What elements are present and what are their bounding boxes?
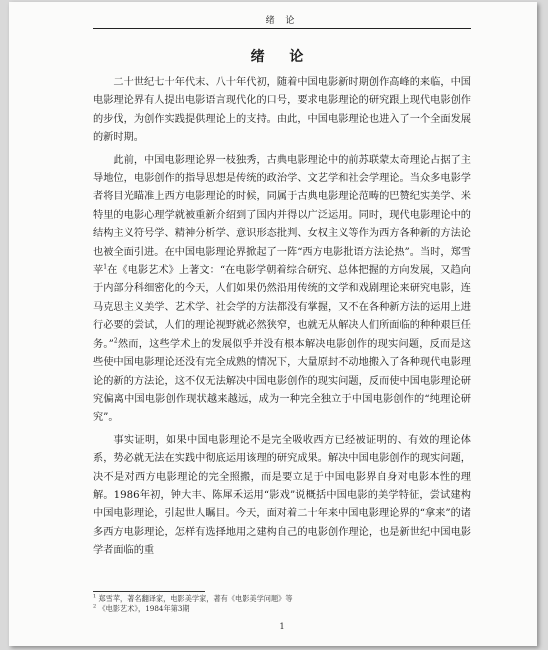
running-header: 绪 论 (265, 16, 299, 26)
header-rule (93, 28, 471, 29)
paragraph-2 (93, 152, 471, 428)
paragraph-2-part2: 在《电影艺术》上著文：“在电影学朝着综合研究、总体把握的方向发展，又趋向于内部分科细密化的今天，人们如果仍然沿用传统的文学和戏剧理论来研究电影，连马克思主义美学、艺术学、社会学的方法都没有掌握，又不在各种新方法的运用上进行必要的尝试，人们的理论视野就必然狭窄，也就无从解决人们所面临的种种艰巨任务。” (93, 265, 471, 350)
page-title: 绪 论 (250, 49, 314, 65)
footnote-2 (93, 604, 471, 614)
footnote-text: 郑雪苹，著名翻译家，电影美学家，著有《电影美学问题》等 (98, 594, 293, 603)
footnote-rule (93, 591, 205, 592)
document-page (9, 2, 537, 646)
paragraph-1: 二十世纪七十年代末、八十年代初，随着中国电影新时期创作高峰的来临，中国电影理论界有人提出电影语言现代化的口号，要求电影理论的研究跟上现代电影创作的步伐，为创作实践提供理论上的支持。由此，中国电影理论也进入了一个全面发展的新时期。 (93, 77, 471, 144)
paragraph-3: 事实证明，如果中国电影理论不是完全吸收西方已经被证明的、有效的理论体系，势必就无法在实践中彻底运用该理的研究成果。解决中国电影创作的现实问题，决不是对西方电影理论的完全照搬，而是要立足于中国电影界自身对电影本性的理解。1986年初，钟大丰、陈犀禾运用“影戏”说概括中国电影的美学特征，尝试建构中国电影理论，引起世人瞩目。今天，面对着二十年来中国电影理论界的“拿来”的诸多西方电影理论，怎样有选择地用之建构自己的电影创作理论，也是新世纪中国电影学者面临的重 (93, 434, 471, 557)
footnote-text: 《电影艺术》，1984年第3期 (98, 604, 190, 613)
footnotes (93, 594, 471, 614)
footnote-ref-1: 1 (103, 263, 108, 271)
footnote-mark: 1 (93, 593, 97, 600)
body-text (93, 74, 471, 561)
footnote-mark: 2 (93, 603, 97, 610)
page-number: 1 (279, 622, 285, 631)
footnote-1 (93, 594, 471, 604)
paragraph-2-part1: 此前，中国电影理论界一枝独秀，古典电影理论中的前苏联蒙太奇理论占据了主导地位，电影创作的指导思想是传统的政治学、文艺学和社会学理论。当众多电影学者将目光瞄准上西方电影理论的时候，同属于古典电影理论范畴的巴赞纪实美学、米特里的电影心理学就被重新介绍到了国内并得以广泛运用。同时，现代电影理论中的结构主义符号学、精神分析学、意识形态批判、女权主义等作为西方各种新的方法论也被全面引进。在中国电影理论界掀起了一阵“西方电影批语方法论热”。当时，郑雪苹 (93, 154, 471, 277)
footnote-ref-2: 2 (113, 337, 118, 345)
paragraph-2-part3: 然而，这些学术上的发展似乎并没有根本解决电影创作的现实问题，反而是这些使中国电影理论还没有完全成熟的情况下，大量原封不动地搬入了各种现代电影理论的新的方法论，这不仅无法解决中国电影创作的现实问题，反而使中国电影理论研究偏离中国电影创作现状越来越远，成为一种完全独立于中国电影创作的“纯理论研究”。 (93, 338, 471, 424)
